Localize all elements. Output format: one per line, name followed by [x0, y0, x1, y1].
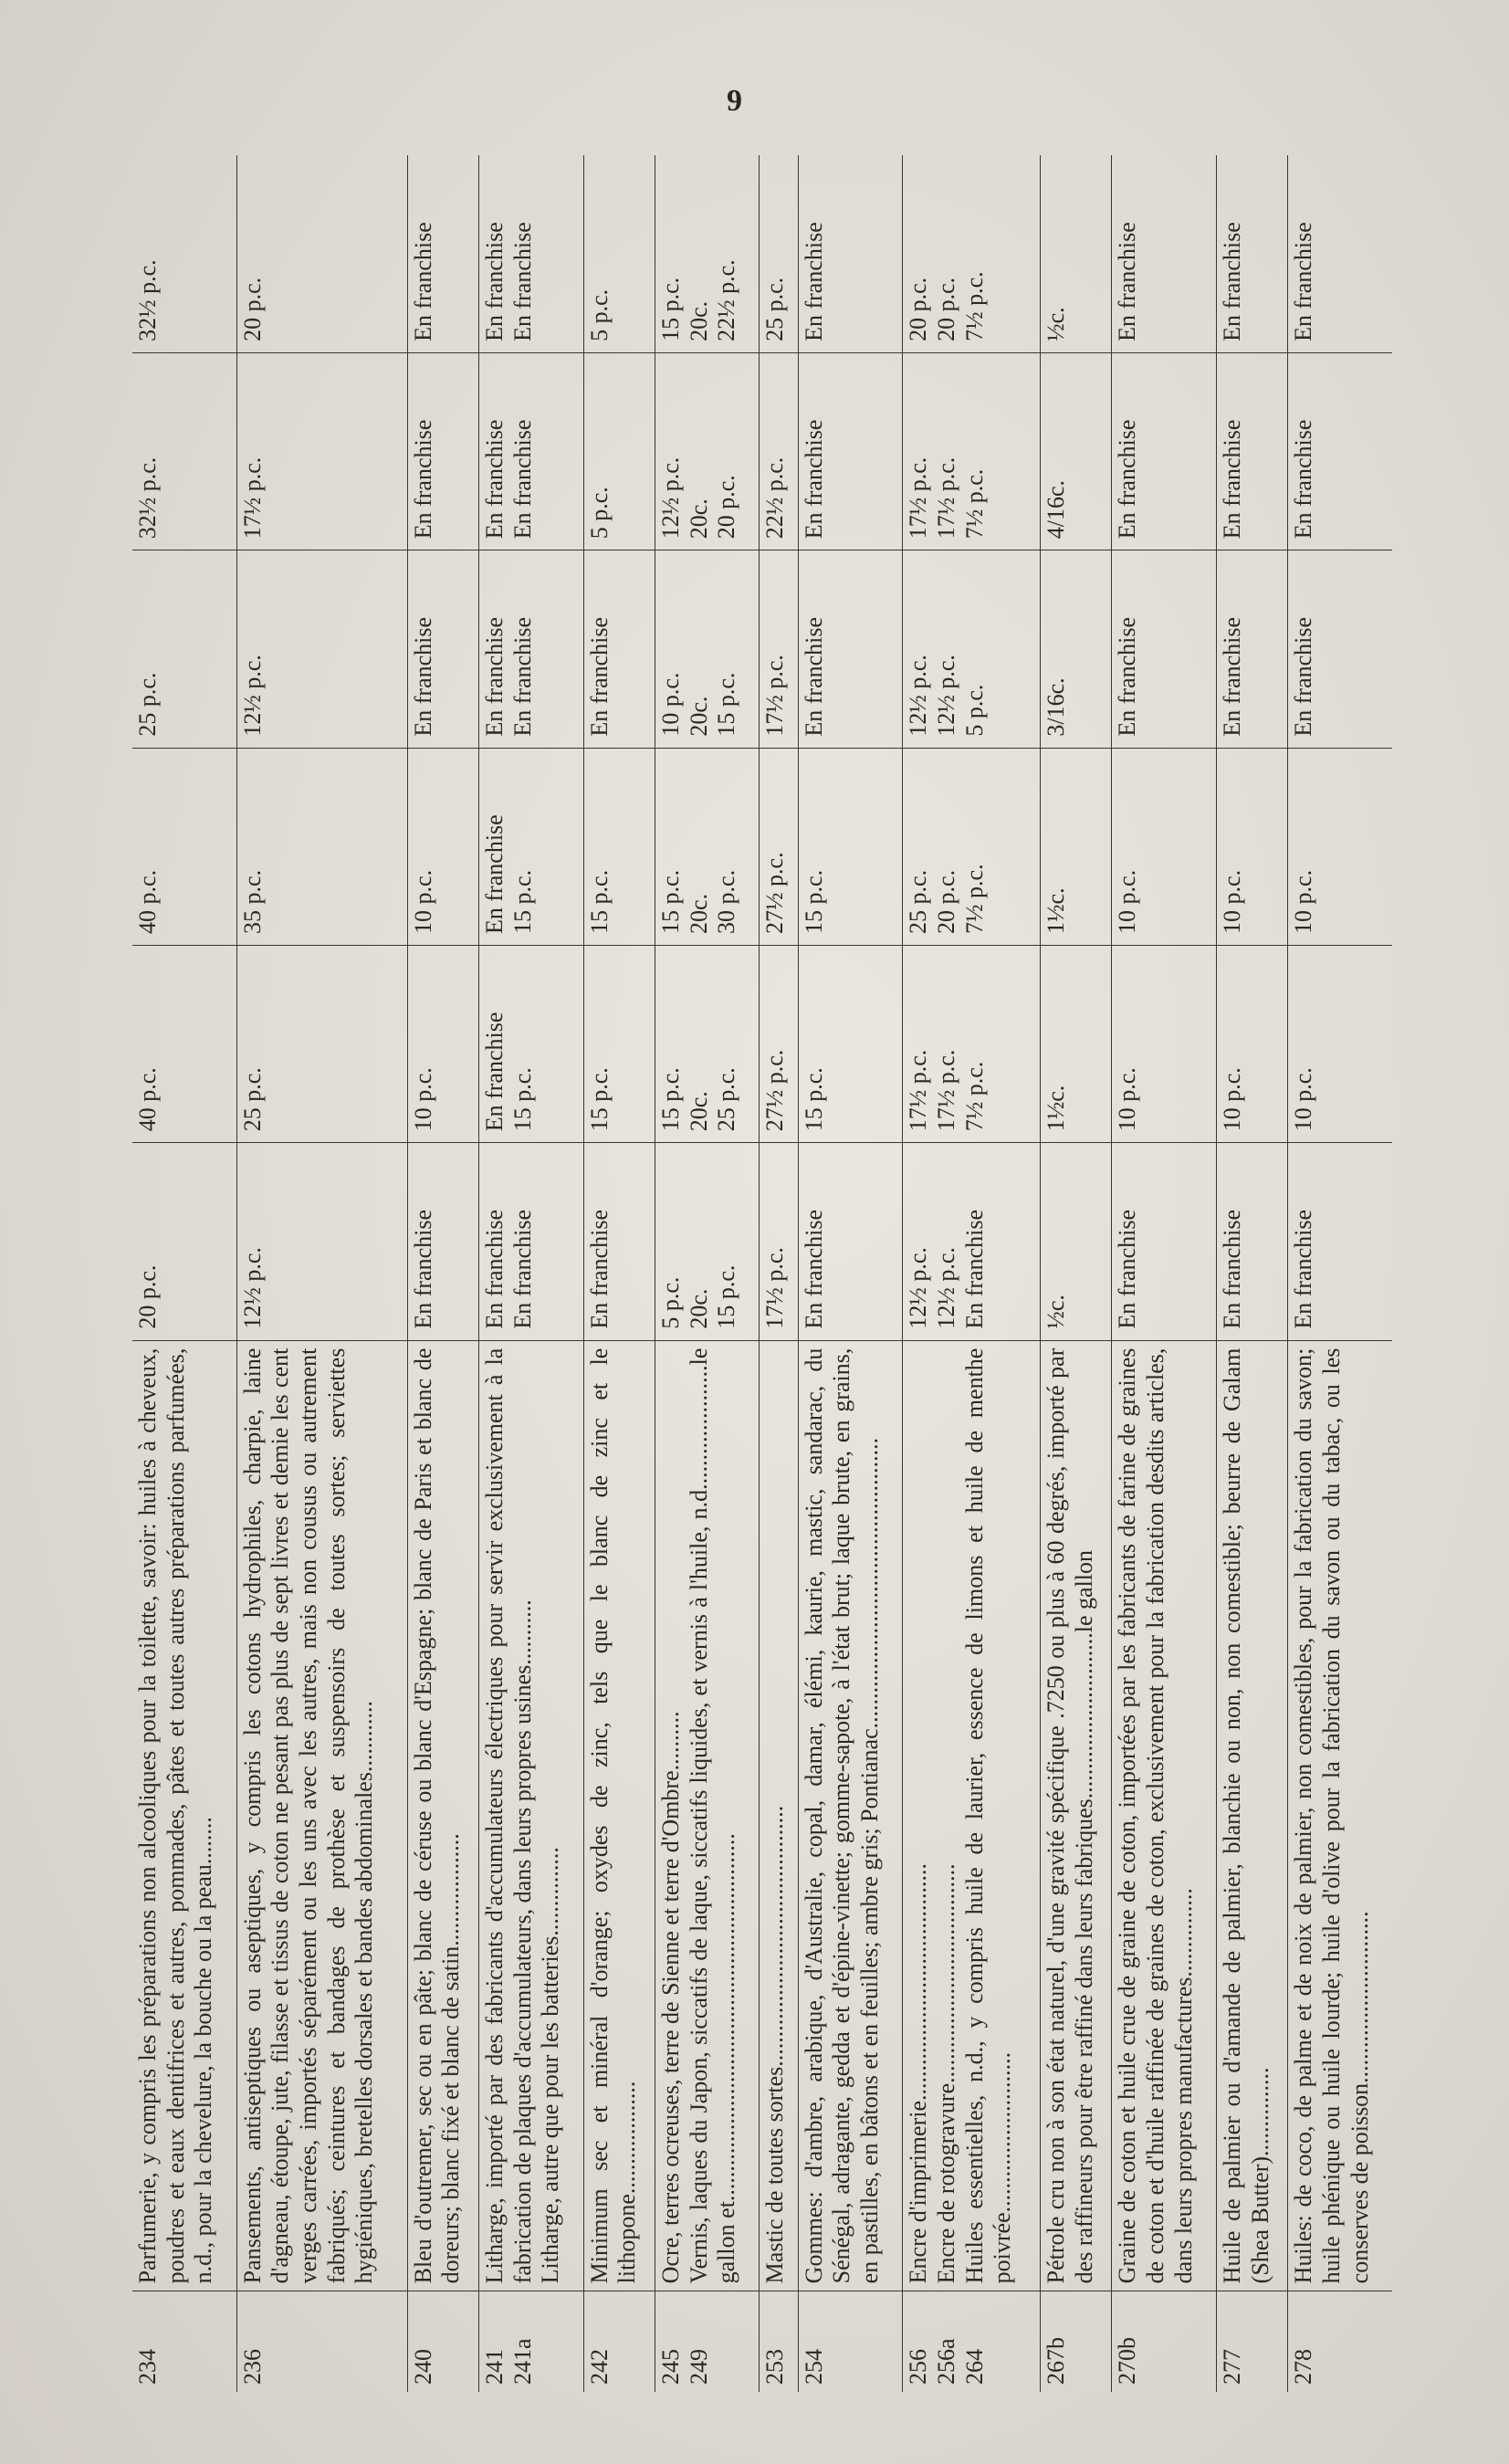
tariff-rate: En franchise — [585, 616, 613, 737]
tariff-item-number: 241a — [508, 2338, 536, 2385]
tariff-description-cell — [407, 1340, 478, 2291]
tariff-description-cell — [655, 1340, 760, 2291]
tariff-rate-cell — [236, 352, 407, 550]
tariff-rate-cell — [903, 1143, 1041, 1340]
tariff-rate-cell — [1112, 550, 1217, 748]
tariff-rate: En franchise — [480, 814, 508, 934]
tariff-rate-cell — [236, 155, 407, 352]
tariff-item-number-cell — [1112, 2291, 1217, 2392]
tariff-rate: 7½ p.c. — [960, 1061, 988, 1132]
tariff-rate: 12½ p.c. — [656, 456, 684, 540]
tariff-rate: ½c. — [1043, 307, 1070, 341]
tariff-item-number: 240 — [409, 2349, 436, 2385]
tariff-description: Pansements, antiseptiques ou aseptiques, y compris les cotons hydrophiles, charpie, laine d'agneau, étoupe, jute, filasse et tissus de coton ne pesant pas plus de sept livres et demie les cent verges carrées, importés séparément ou les uns avec les autres, mais non cousus ou autrement fabriqués; ceintures et bandages de prothèse et suspensoirs de toutes sortes; serviettes hygiéniques, bretelles dorsales et bandes abdominales............ — [238, 1347, 378, 2284]
tariff-rate: 32½ p.c. — [134, 259, 161, 341]
tariff-rate: 20c. — [685, 300, 712, 341]
tariff-rate-cell — [760, 550, 798, 748]
tariff-rate: En franchise — [1218, 616, 1245, 737]
tariff-item-number-cell — [407, 2291, 478, 2392]
tariff-rate-cell — [478, 352, 583, 550]
tariff-rate-cell — [1112, 945, 1217, 1142]
tariff-description: Vernis, laques du Japon, siccatifs de laque, siccatifs liquides, et vernis à l'huile, n.d.....................le gallon et.............................................................. — [685, 1347, 740, 2284]
tariff-rate-cell — [1216, 748, 1287, 945]
tariff-rate: 15 p.c. — [585, 1067, 613, 1132]
tariff-description-cell — [798, 1340, 903, 2291]
tariff-rate-cell — [407, 352, 478, 550]
tariff-rate: En franchise — [585, 1209, 613, 1329]
tariff-description-cell — [478, 1340, 583, 2291]
tariff-rate-cell — [132, 748, 236, 945]
tariff-item-number: 249 — [685, 2349, 712, 2385]
tariff-rate: ½c. — [1043, 1295, 1070, 1329]
tariff-rate: 10 p.c. — [1114, 869, 1141, 934]
tariff-rate-cell — [132, 1143, 236, 1340]
tariff-rate-cell — [655, 155, 760, 352]
tariff-item-number: 245 — [656, 2349, 684, 2385]
tariff-item-number-cell — [760, 2291, 798, 2392]
table-row — [798, 155, 903, 2392]
tariff-rate-cell — [1216, 155, 1287, 352]
tariff-rate: 20 p.c. — [932, 869, 959, 934]
tariff-rate: 22½ p.c. — [713, 259, 740, 341]
tariff-rate: 20c. — [685, 696, 712, 737]
tariff-rate: 20 p.c. — [134, 1264, 161, 1329]
tariff-rate-cell — [798, 550, 903, 748]
tariff-rate: 15 p.c. — [585, 869, 613, 934]
tariff-rate: En franchise — [480, 1209, 508, 1329]
tariff-rate-cell — [798, 1143, 903, 1340]
tariff-rate: En franchise — [1290, 616, 1317, 737]
tariff-rate-cell — [478, 155, 583, 352]
tariff-rate: 15 p.c. — [713, 1264, 740, 1329]
tariff-rate: 5 p.c. — [585, 487, 613, 540]
tariff-rate-cell — [760, 155, 798, 352]
tariff-rate-cell — [236, 748, 407, 945]
tariff-rate: 15 p.c. — [508, 1067, 536, 1132]
tariff-rate: 10 p.c. — [656, 672, 684, 737]
tariff-rate: 20c. — [685, 498, 712, 540]
tariff-description-cell — [583, 1340, 655, 2291]
tariff-table — [132, 155, 1392, 2392]
tariff-rate-cell — [1288, 1143, 1392, 1340]
tariff-rate: En franchise — [1218, 1209, 1245, 1329]
tariff-rate: En franchise — [800, 222, 827, 341]
tariff-rate-cell — [1041, 550, 1112, 748]
table-row — [1041, 155, 1112, 2392]
tariff-rate: 15 p.c. — [713, 672, 740, 737]
tariff-rate: 5 p.c. — [585, 288, 613, 341]
tariff-item-number-cell — [798, 2291, 903, 2392]
tariff-item-number: 234 — [134, 2349, 161, 2385]
tariff-rate: 10 p.c. — [1290, 1067, 1317, 1132]
tariff-item-number: 270b — [1114, 2337, 1141, 2385]
tariff-rate-cell — [655, 550, 760, 748]
tariff-rate-cell — [583, 748, 655, 945]
tariff-description-cell — [760, 1340, 798, 2291]
tariff-rate-cell — [1288, 155, 1392, 352]
tariff-rate-cell — [1288, 945, 1392, 1142]
tariff-rate: En franchise — [409, 222, 436, 341]
tariff-rate-cell — [478, 550, 583, 748]
tariff-rate: 22½ p.c. — [761, 456, 789, 540]
tariff-rate: 15 p.c. — [800, 869, 827, 934]
tariff-description: Parfumerie, y compris les préparations non alcooliques pour la toilette, savoir: huiles à cheveux, poudres et eaux dentifrices et autres, pommades, pâtes et toutes autres préparations parfumées, n.d., pour la chevelure, la bouche ou la peau........ — [134, 1347, 217, 2284]
tariff-rate: 12½ p.c. — [905, 655, 932, 737]
tariff-item-number-cell — [1288, 2291, 1392, 2392]
tariff-rate: 20c. — [685, 893, 712, 934]
tariff-rate: 10 p.c. — [1218, 869, 1245, 934]
table-row — [236, 155, 407, 2392]
tariff-rate-cell — [798, 352, 903, 550]
tariff-description: Litharge, importé par des fabricants d'accumulateurs électriques pour servir exclusivement à la fabrication de plaques d'accumulateurs, dans leurs propres usines........... — [480, 1347, 536, 2284]
tariff-rate: 10 p.c. — [1290, 869, 1317, 934]
tariff-rate: 5 p.c. — [960, 684, 988, 737]
tariff-rate: 25 p.c. — [238, 1067, 266, 1132]
tariff-rate: En franchise — [1114, 616, 1141, 737]
tariff-rate-cell — [1216, 945, 1287, 1142]
tariff-rate: En franchise — [1114, 419, 1141, 540]
tariff-item-number-cell — [903, 2291, 1041, 2392]
tariff-rate: 20 p.c. — [713, 475, 740, 540]
tariff-rate: 12½ p.c. — [932, 1247, 959, 1329]
tariff-rate: En franchise — [1290, 1209, 1317, 1329]
table-row — [407, 155, 478, 2392]
tariff-rate: En franchise — [1290, 419, 1317, 540]
tariff-rate: En franchise — [800, 1209, 827, 1329]
tariff-rate: 25 p.c. — [134, 672, 161, 737]
tariff-rate: 15 p.c. — [508, 869, 536, 934]
tariff-rate: 4/16c. — [1043, 480, 1070, 540]
tariff-rate-cell — [583, 945, 655, 1142]
tariff-item-number-cell — [1041, 2291, 1112, 2392]
tariff-rate-cell — [903, 155, 1041, 352]
table-row — [1216, 155, 1287, 2392]
tariff-rate: En franchise — [800, 616, 827, 737]
tariff-rate-cell — [1041, 1143, 1112, 1340]
tariff-rows — [132, 155, 1392, 2392]
tariff-rate: 40 p.c. — [134, 869, 161, 934]
tariff-rate-cell — [1216, 550, 1287, 748]
tariff-rate: 17½ p.c. — [932, 1049, 959, 1132]
table-row — [583, 155, 655, 2392]
tariff-rate-cell — [760, 352, 798, 550]
tariff-item-number: 256 — [905, 2349, 932, 2385]
tariff-rate-cell — [1288, 748, 1392, 945]
tariff-rate: 25 p.c. — [713, 1067, 740, 1132]
tariff-rate: En franchise — [409, 1209, 436, 1329]
tariff-item-number: 264 — [960, 2349, 988, 2385]
tariff-rate-cell — [407, 550, 478, 748]
tariff-rate: 15 p.c. — [656, 869, 684, 934]
tariff-description: Ocre, terres ocreuses, terre de Sienne et terre d'Ombre.......... — [656, 1711, 684, 2284]
tariff-rate: 30 p.c. — [713, 869, 740, 934]
tariff-rate-cell — [407, 1143, 478, 1340]
tariff-rate-cell — [1041, 155, 1112, 352]
tariff-rate-cell — [903, 748, 1041, 945]
tariff-rate-cell — [760, 1143, 798, 1340]
tariff-item-number: 277 — [1218, 2349, 1245, 2385]
tariff-description: Pétrole cru non à son état naturel, d'une gravité spécifique .7250 ou plus à 60 degrés, importé par des raffineurs pour être raffiné dans leurs fabriques............................le gallon — [1043, 1347, 1097, 2284]
tariff-description: Gommes: d'ambre, arabique, d'Australie, copal, damar, élémi, kaurie, mastic, sandarac, du Sénégal, adragante, gedda et d'épine-vinette; gomme-sapote, à l'état brut; laque brute, en grains, en pastilles, en bâtons et en feuilles; ambre gris; Pontianac................................................. — [800, 1347, 883, 2284]
table-row — [132, 155, 236, 2392]
tariff-rate: 3/16c. — [1043, 677, 1070, 737]
tariff-item-number-cell — [132, 2291, 236, 2392]
tariff-description: Minimum sec et minéral d'orange; oxydes de zinc, tels que le blanc de zinc et le lithopone................... — [585, 1347, 641, 2284]
tariff-rate: 5 p.c. — [656, 1276, 684, 1329]
table-row — [903, 155, 1041, 2392]
table-row — [655, 155, 760, 2392]
tariff-item-number-cell — [478, 2291, 583, 2392]
tariff-rate: 17½ p.c. — [932, 456, 959, 540]
tariff-rate-cell — [798, 748, 903, 945]
tariff-rate-cell — [236, 1143, 407, 1340]
tariff-rate-cell — [478, 1143, 583, 1340]
tariff-rate: 32½ p.c. — [134, 456, 161, 540]
tariff-description-cell — [1288, 1340, 1392, 2291]
tariff-rate-cell — [132, 945, 236, 1142]
tariff-rate-cell — [1041, 945, 1112, 1142]
tariff-rate-cell — [132, 550, 236, 748]
tariff-description: Huile de palmier ou d'amande de palmier, blanchie ou non, non comestible; beurre de Galam (Shea Butter)............... — [1218, 1347, 1273, 2284]
tariff-rate: 17½ p.c. — [905, 456, 932, 540]
tariff-rate: 10 p.c. — [409, 1067, 436, 1132]
tariff-rate-cell — [1112, 748, 1217, 945]
tariff-rate: 17½ p.c. — [905, 1049, 932, 1132]
tariff-item-number: 242 — [585, 2349, 613, 2385]
tariff-rate: 7½ p.c. — [960, 864, 988, 934]
tariff-item-number-cell — [236, 2291, 407, 2392]
tariff-item-number-cell — [1216, 2291, 1287, 2392]
tariff-rate: 17½ p.c. — [238, 456, 266, 540]
tariff-rate-cell — [407, 748, 478, 945]
tariff-rate-cell — [903, 550, 1041, 748]
tariff-rate: 15 p.c. — [656, 1067, 684, 1132]
tariff-rate: 1½c. — [1043, 1085, 1070, 1132]
table-row — [1112, 155, 1217, 2392]
tariff-rate: 10 p.c. — [409, 869, 436, 934]
tariff-rate: 15 p.c. — [656, 277, 684, 341]
page-number: 9 — [727, 84, 742, 118]
tariff-rate: 35 p.c. — [238, 869, 266, 934]
tariff-rate-cell — [478, 945, 583, 1142]
tariff-rate: 20c. — [685, 1288, 712, 1329]
tariff-rate: En franchise — [1114, 1209, 1141, 1329]
tariff-rate: 1½c. — [1043, 887, 1070, 934]
tariff-description: Bleu d'outremer, sec ou en pâte; blanc de céruse ou blanc d'Espagne; blanc de Paris et blanc de doreurs; blanc fixé et blanc de satin................... — [409, 1347, 465, 2284]
tariff-item-number-cell — [655, 2291, 760, 2392]
tariff-rate-cell — [407, 155, 478, 352]
tariff-rate: 12½ p.c. — [905, 1247, 932, 1329]
tariff-rate-cell — [1041, 352, 1112, 550]
tariff-item-number: 253 — [761, 2349, 789, 2385]
tariff-rate-cell — [760, 748, 798, 945]
tariff-rate: En franchise — [508, 419, 536, 540]
tariff-rate-cell — [1288, 352, 1392, 550]
tariff-rate: En franchise — [508, 222, 536, 341]
tariff-rate: 7½ p.c. — [960, 468, 988, 540]
tariff-rate: 20 p.c. — [238, 277, 266, 341]
tariff-rate: 20c. — [685, 1091, 712, 1132]
tariff-rate: En franchise — [480, 222, 508, 341]
tariff-rate-cell — [798, 155, 903, 352]
tariff-description: Huiles essentielles, n.d., y compris huile de laurier, essence de limons et huile de menthe poivrée........................... — [960, 1347, 1016, 2284]
table-row — [760, 155, 798, 2392]
table-row — [1288, 155, 1392, 2392]
tariff-rate: En franchise — [508, 1209, 536, 1329]
tariff-description-cell — [1216, 1340, 1287, 2291]
tariff-rate: 12½ p.c. — [932, 655, 959, 737]
tariff-table-rotated — [132, 155, 1392, 2392]
tariff-rate-cell — [583, 1143, 655, 1340]
tariff-rate-cell — [583, 550, 655, 748]
tariff-rate-cell — [655, 945, 760, 1142]
tariff-description-cell — [1112, 1340, 1217, 2291]
tariff-rate: En franchise — [1290, 222, 1317, 341]
tariff-description: Encre de rotogravure..................................... — [932, 1863, 959, 2284]
tariff-rate-cell — [1216, 1143, 1287, 1340]
tariff-description-cell — [1041, 1340, 1112, 2291]
tariff-rate: En franchise — [409, 419, 436, 540]
tariff-rate-cell — [236, 550, 407, 748]
tariff-rate-cell — [760, 945, 798, 1142]
tariff-rate: En franchise — [508, 616, 536, 737]
tariff-rate: En franchise — [1114, 222, 1141, 341]
tariff-rate: En franchise — [480, 616, 508, 737]
tariff-rate-cell — [655, 352, 760, 550]
tariff-item-number-cell — [583, 2291, 655, 2392]
tariff-rate: En franchise — [800, 419, 827, 540]
tariff-rate: 20 p.c. — [905, 277, 932, 341]
tariff-rate-cell — [1216, 352, 1287, 550]
tariff-item-number: 236 — [238, 2349, 266, 2385]
tariff-rate: 27½ p.c. — [761, 852, 789, 934]
tariff-rate-cell — [903, 945, 1041, 1142]
tariff-rate: 27½ p.c. — [761, 1049, 789, 1132]
tariff-rate-cell — [903, 352, 1041, 550]
tariff-rate-cell — [132, 155, 236, 352]
tariff-rate: 25 p.c. — [905, 869, 932, 934]
tariff-rate-cell — [798, 945, 903, 1142]
tariff-rate: 17½ p.c. — [761, 655, 789, 737]
tariff-rate: 12½ p.c. — [238, 655, 266, 737]
tariff-rate: 12½ p.c. — [238, 1247, 266, 1329]
tariff-rate: 17½ p.c. — [761, 1247, 789, 1329]
tariff-description: Encre d'imprimerie........................................ — [905, 1863, 932, 2284]
tariff-rate: 25 p.c. — [761, 277, 789, 341]
tariff-rate-cell — [655, 748, 760, 945]
tariff-description: Litharge, autre que pour les batteries............... — [537, 1847, 564, 2284]
tariff-rate-cell — [583, 352, 655, 550]
tariff-rate: 10 p.c. — [1114, 1067, 1141, 1132]
table-row — [478, 155, 583, 2392]
tariff-rate: 15 p.c. — [800, 1067, 827, 1132]
tariff-rate-cell — [1041, 748, 1112, 945]
tariff-rate-cell — [132, 352, 236, 550]
tariff-item-number: 267b — [1043, 2337, 1070, 2385]
tariff-description-cell — [132, 1340, 236, 2291]
tariff-description: Huiles: de coco, de palme et de noix de palmier, non comestibles, pour la fabrication du savon; huile phénique ou huile lourde; huile d'olive pour la fabrication du savon ou du tabac, ou les conserves de poisson............................. — [1290, 1347, 1373, 2284]
tariff-rate-cell — [1112, 352, 1217, 550]
tariff-rate: En franchise — [480, 419, 508, 540]
tariff-item-number: 278 — [1290, 2349, 1317, 2385]
tariff-rate-cell — [407, 945, 478, 1142]
tariff-rate: 20 p.c. — [932, 277, 959, 341]
tariff-rate: 7½ p.c. — [960, 271, 988, 341]
tariff-rate: 40 p.c. — [134, 1067, 161, 1132]
tariff-rate: En franchise — [480, 1012, 508, 1132]
tariff-rate-cell — [583, 155, 655, 352]
tariff-rate: En franchise — [409, 616, 436, 737]
tariff-rate-cell — [1288, 550, 1392, 748]
tariff-rate-cell — [1112, 1143, 1217, 1340]
tariff-rate-cell — [236, 945, 407, 1142]
tariff-rate-cell — [478, 748, 583, 945]
tariff-rate: En franchise — [960, 1209, 988, 1329]
tariff-item-number: 254 — [800, 2349, 827, 2385]
tariff-description: Mastic de toutes sortes............................................ — [761, 1805, 789, 2284]
tariff-rate: En franchise — [1218, 419, 1245, 540]
tariff-description-cell — [236, 1340, 407, 2291]
tariff-rate-cell — [1112, 155, 1217, 352]
tariff-rate-cell — [655, 1143, 760, 1340]
tariff-description-cell — [903, 1340, 1041, 2291]
tariff-rate: 10 p.c. — [1218, 1067, 1245, 1132]
tariff-rate: En franchise — [1218, 222, 1245, 341]
tariff-description: Graine de coton et huile crue de graine de coton, importées par les fabricants de farine de graines de coton et d'huile raffinée de graines de coton, exclusivement pour la fabrication desdits articles, dans leurs propres manufactures............... — [1114, 1347, 1197, 2284]
tariff-item-number: 241 — [480, 2349, 508, 2385]
tariff-item-number: 256a — [932, 2338, 959, 2385]
